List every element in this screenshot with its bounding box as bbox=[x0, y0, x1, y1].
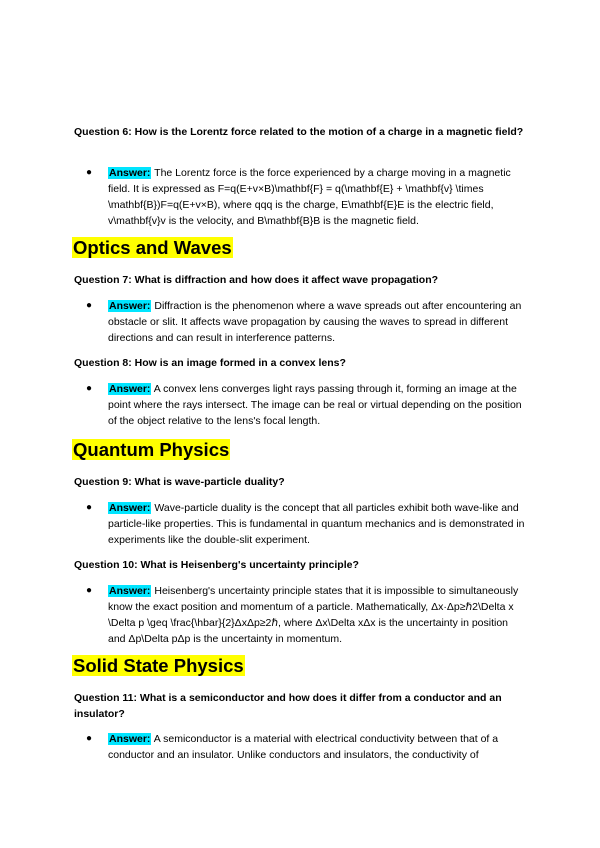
answer-label: Answer: bbox=[109, 383, 151, 395]
answer-6-text bbox=[108, 165, 526, 229]
answer-9-item bbox=[86, 500, 526, 548]
answer-label: Answer: bbox=[109, 585, 151, 597]
question-9: Question 9: What is wave-particle duality? bbox=[74, 476, 285, 488]
answer-label: Answer: bbox=[109, 167, 151, 179]
answer-7-body: Diffraction is the phenomenon where a wave spreads out after encountering an obstacle or slit. It affects wave propagation by causing the waves to spread in different directions and can result in interference patterns. bbox=[108, 300, 522, 344]
answer-7-item bbox=[86, 298, 526, 346]
bullet-icon: ● bbox=[86, 733, 93, 744]
answer-7-text bbox=[108, 298, 526, 346]
question-8: Question 8: How is an image formed in a convex lens? bbox=[74, 357, 346, 369]
section-heading-optics: Optics and Waves bbox=[73, 237, 232, 258]
answer-label: Answer: bbox=[109, 300, 151, 312]
answer-9-text bbox=[108, 500, 526, 548]
answer-8-text bbox=[108, 381, 526, 429]
answer-10-body: Heisenberg's uncertainty principle states that it is impossible to simultaneously know the exact position and momentum of a particle. Mathematically, Δx·Δp≥ℏ2\Delta x \Delta p \geq \frac{\hbar}{2}ΔxΔp≥2ℏ, where Δx\Delta xΔx is the uncertainty in position and Δp\Delta pΔp is the uncertainty in momentum. bbox=[108, 585, 519, 645]
answer-11-text bbox=[108, 731, 526, 763]
answer-10-item bbox=[86, 583, 526, 647]
answer-8-body: A convex lens converges light rays passing through it, forming an image at the point where the rays intersect. The image can be real or virtual depending on the position of the object relative to the lens's focal length. bbox=[108, 383, 522, 427]
answer-9-body: Wave-particle duality is the concept that all particles exhibit both wave-like and particle-like properties. This is fundamental in quantum mechanics and is demonstrated in experiments like the double-slit experiment. bbox=[108, 502, 525, 546]
question-6: Question 6: How is the Lorentz force related to the motion of a charge in a magnetic field? bbox=[74, 126, 524, 138]
bullet-icon: ● bbox=[86, 167, 93, 178]
question-7: Question 7: What is diffraction and how does it affect wave propagation? bbox=[74, 274, 439, 286]
answer-6-item bbox=[86, 165, 526, 229]
bullet-icon: ● bbox=[86, 383, 93, 394]
question-10: Question 10: What is Heisenberg's uncertainty principle? bbox=[74, 559, 359, 571]
answer-label: Answer: bbox=[109, 502, 151, 514]
bullet-icon: ● bbox=[86, 502, 93, 513]
answer-10-text bbox=[108, 583, 526, 647]
section-heading-solid-state: Solid State Physics bbox=[73, 655, 244, 676]
bullet-icon: ● bbox=[86, 300, 93, 311]
answer-label: Answer: bbox=[109, 733, 151, 745]
question-11: Question 11: What is a semiconductor and how does it differ from a conductor and an insulator? bbox=[74, 692, 502, 720]
answer-6-body: The Lorentz force is the force experienced by a charge moving in a magnetic field. It is expressed as F=q(E+v×B)\mathbf{F} = q(\mathbf{E} + \mathbf{v} \times \mathbf{B})F=q(E+v×B), where qqq is the charge, E\mathbf{E}E is the electric field, v\mathbf{v}v is the velocity, and B\mathbf{B}B is the magnetic field. bbox=[108, 167, 511, 227]
answer-8-item bbox=[86, 381, 526, 429]
section-heading-quantum: Quantum Physics bbox=[73, 439, 230, 460]
answer-11-body: A semiconductor is a material with electrical conductivity between that of a conductor and an insulator. Unlike conductors and insulators, the conductivity of bbox=[108, 733, 499, 761]
answer-11-item bbox=[86, 731, 526, 763]
bullet-icon: ● bbox=[86, 585, 93, 596]
